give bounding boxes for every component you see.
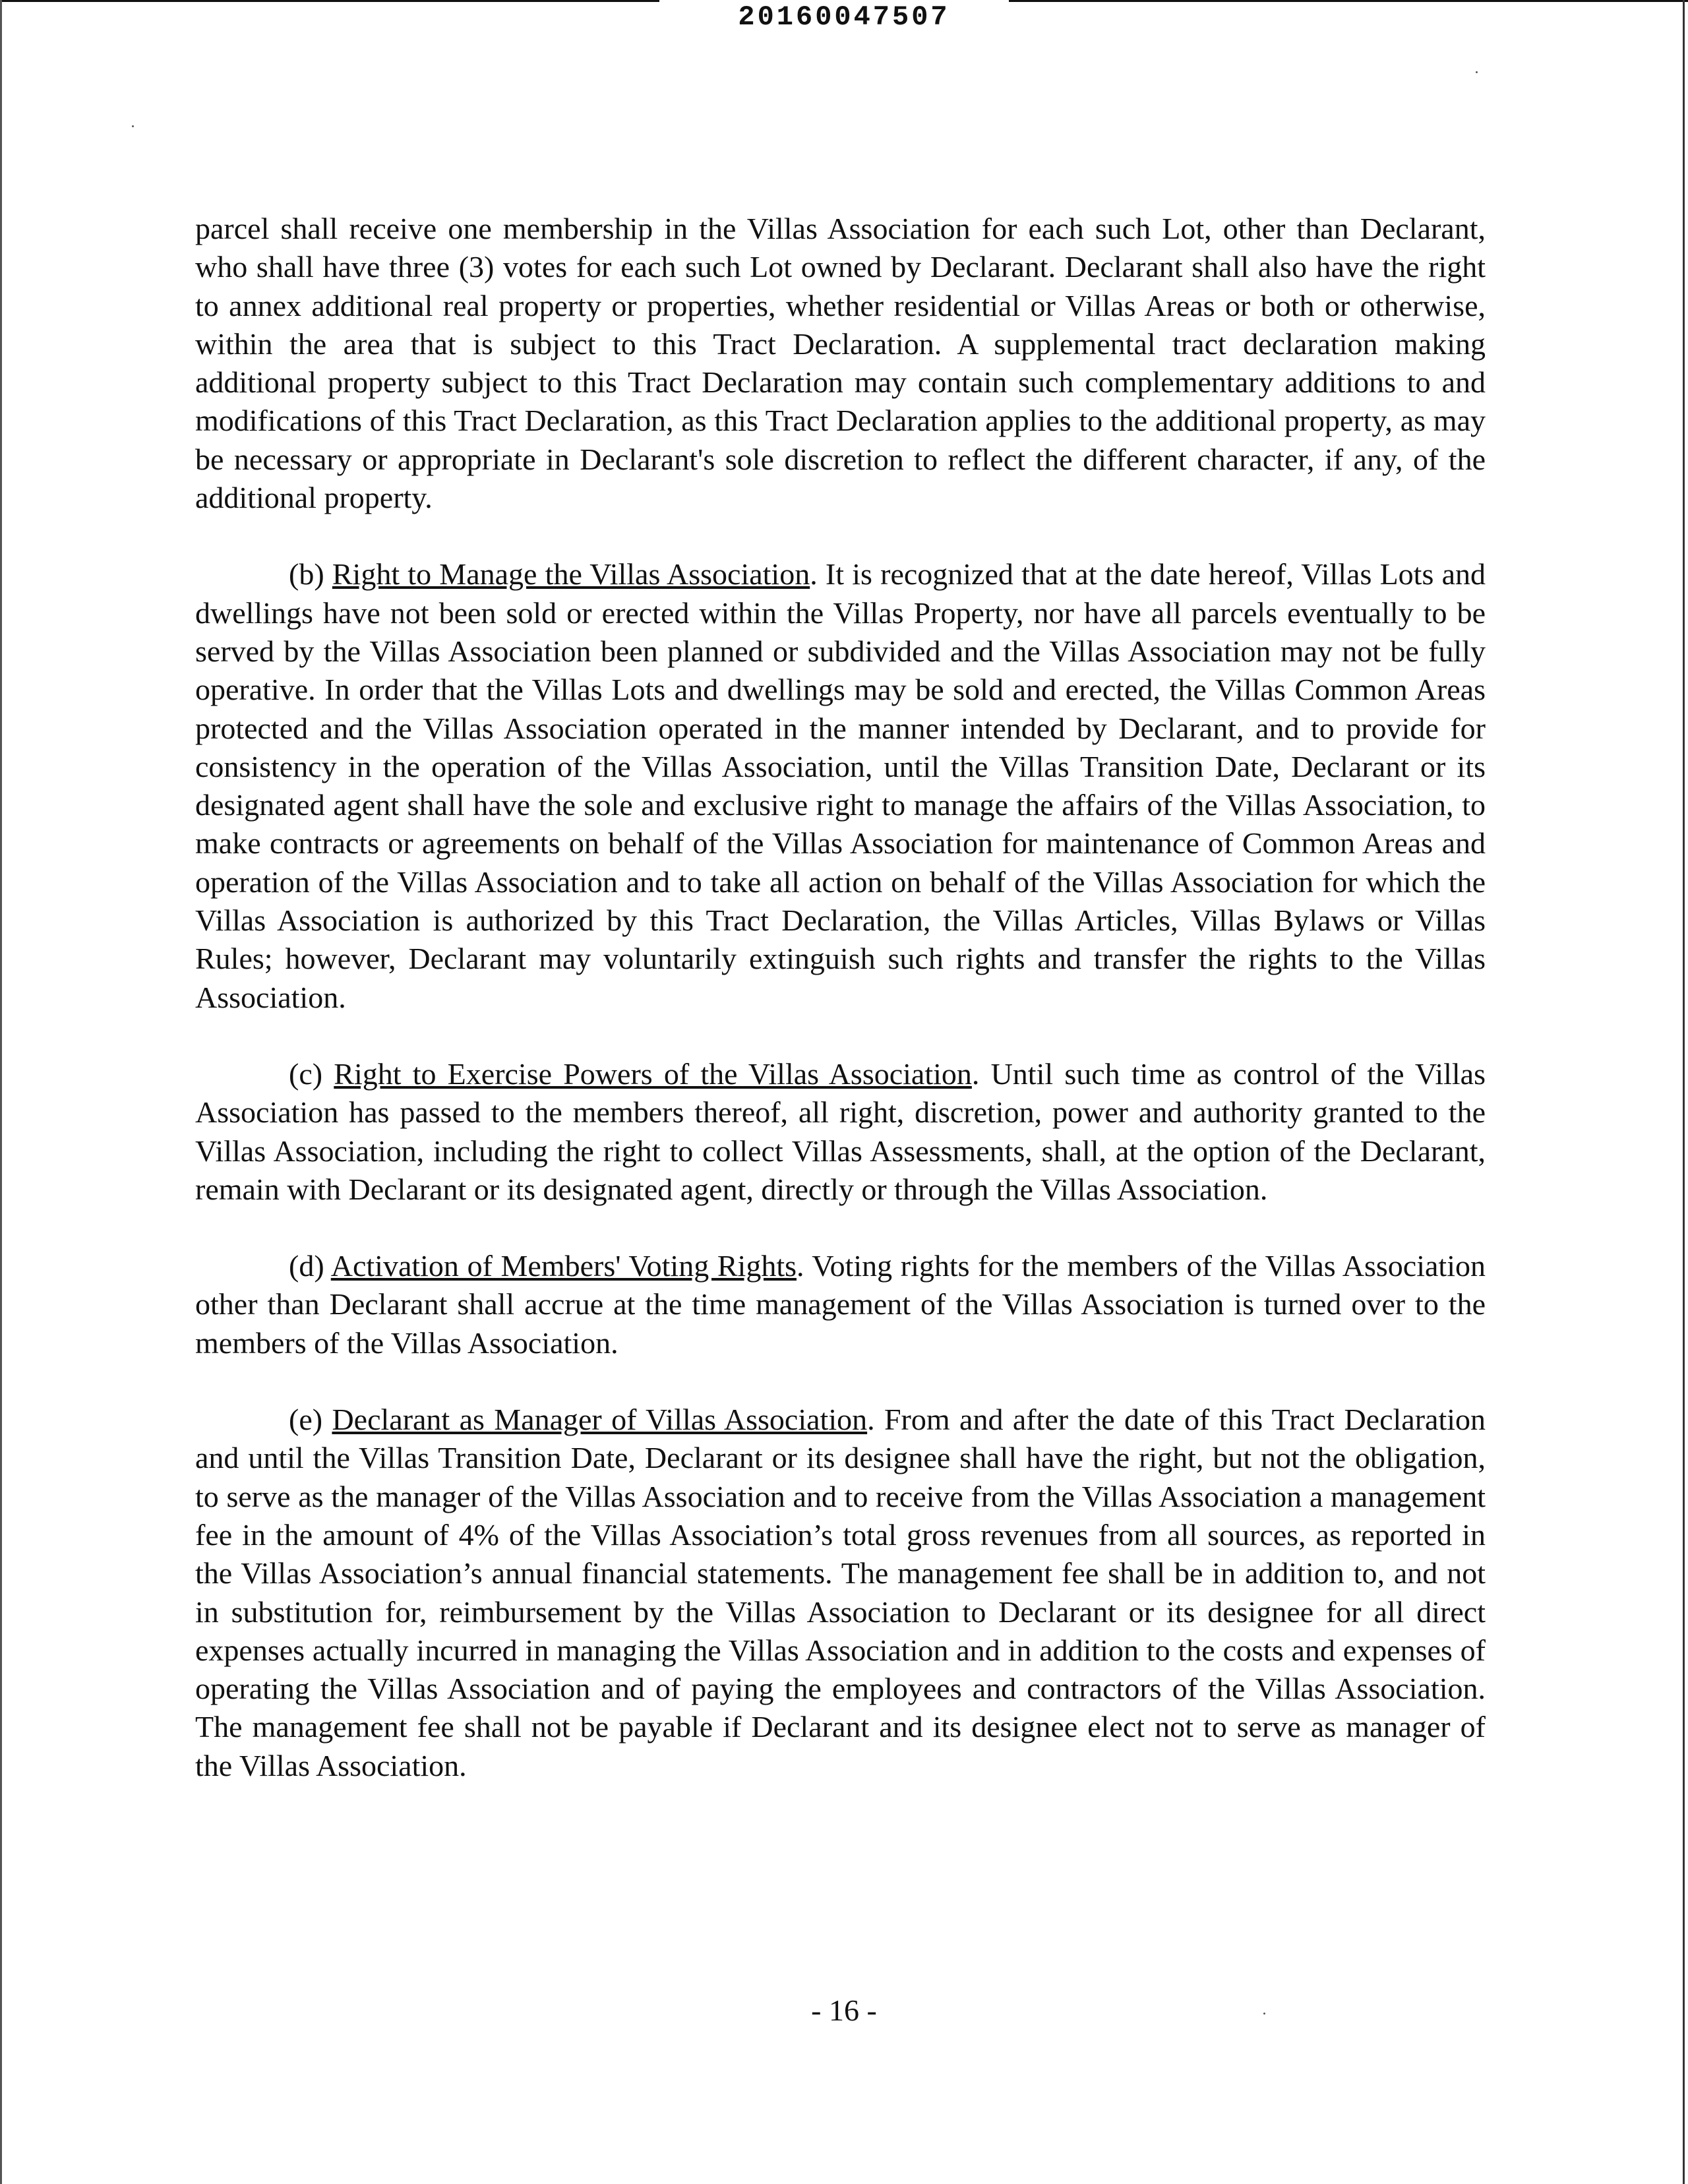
section-e <box>195 1401 1486 1785</box>
body-text <box>195 210 1486 1785</box>
scan-speck <box>132 125 134 127</box>
section-title: Activation of Members' Voting Rights <box>330 1249 797 1283</box>
section-d <box>195 1247 1486 1362</box>
section-text: . Until such time as control of the Villas Association has passed to the members thereof, all right, discretion, power and authority granted to the Villas Association, including the right to collect Villas Assessments, shall, at the option of the Declarant, remain with Declarant or its designated agent, directly or through the Villas Association. <box>195 1056 1486 1206</box>
section-c <box>195 1055 1486 1209</box>
section-title: Right to Exercise Powers of the Villas Association <box>334 1056 972 1091</box>
section-b <box>195 555 1486 1017</box>
section-marker: (c) <box>289 1056 323 1091</box>
document-number: 20160047507 <box>738 1 950 33</box>
section-marker: (d) <box>289 1249 324 1283</box>
section-text: . It is recognized that at the date hereof, Villas Lots and dwellings have not been sold or erected within the Villas Property, nor have all parcels eventually to be served by the Villas Association been planned or subdivided and the Villas Association may not be fully operative. In order that the Villas Lots and dwellings may be sold and erected, the Villas Common Areas protected and the Villas Association operated in the manner intended by Declarant, and to provide for consistency in the operation of the Villas Association, until the Villas Transition Date, Declarant or its designated agent shall have the sole and exclusive right to manage the affairs of the Villas Association, to make contracts or agreements on behalf of the Villas Association for maintenance of Common Areas and operation of the Villas Association and to take all action on behalf of the Villas Association for which the Villas Association is authorized by this Tract Declaration, the Villas Articles, Villas Bylaws or Villas Rules; however, Declarant may voluntarily extinguish such rights and transfer the rights to the Villas Association. <box>195 557 1486 1014</box>
section-text: . Voting rights for the members of the Villas Association other than Declarant shall accrue at the time management of the Villas Association is turned over to the members of the Villas Association. <box>195 1249 1486 1360</box>
section-text: . From and after the date of this Tract Declaration and until the Villas Transition Date, Declarant or its designee shall have the right, but not the obligation, to serve as the manager of the Villas Association and to receive from the Villas Association a management fee in the amount of 4% of the Villas Association’s total gross revenues from all sources, as reported in the Villas Association’s annual financial statements. The management fee shall be in addition to, and not in substitution for, reimbursement by the Villas Association to Declarant or its designee for all direct expenses actually incurred in managing the Villas Association and in addition to the costs and expenses of operating the Villas Association and of paying the employees and contractors of the Villas Association. The management fee shall not be payable if Declarant and its designee elect not to serve as manager of the Villas Association. <box>195 1403 1486 1782</box>
right-scan-edge <box>1683 0 1685 2184</box>
section-title: Declarant as Manager of Villas Association <box>332 1403 868 1437</box>
section-marker: (b) <box>289 557 324 592</box>
page-number: - 16 - <box>811 1993 877 2027</box>
continuation-paragraph: parcel shall receive one membership in the Villas Association for each such Lot, other than Declarant, who shall have three (3) votes for each such Lot owned by Declarant. Declarant shall also have the right to annex additional real property or properties, whether residential or Villas Areas or both or otherwise, within the area that is subject to this Tract Declaration. A supplemental tract declaration making additional property subject to this Tract Declaration may contain such complementary additions to and modifications of this Tract Declaration, as this Tract Declaration applies to the additional property, as may be necessary or appropriate in Declarant's sole discretion to reflect the different character, if any, of the additional property. <box>195 212 1486 515</box>
scan-speck <box>1263 2013 1265 2015</box>
section-marker: (e) <box>289 1403 323 1437</box>
left-scan-edge <box>0 0 2 2184</box>
section-title: Right to Manage the Villas Association <box>332 557 810 592</box>
scan-speck <box>1476 71 1478 73</box>
